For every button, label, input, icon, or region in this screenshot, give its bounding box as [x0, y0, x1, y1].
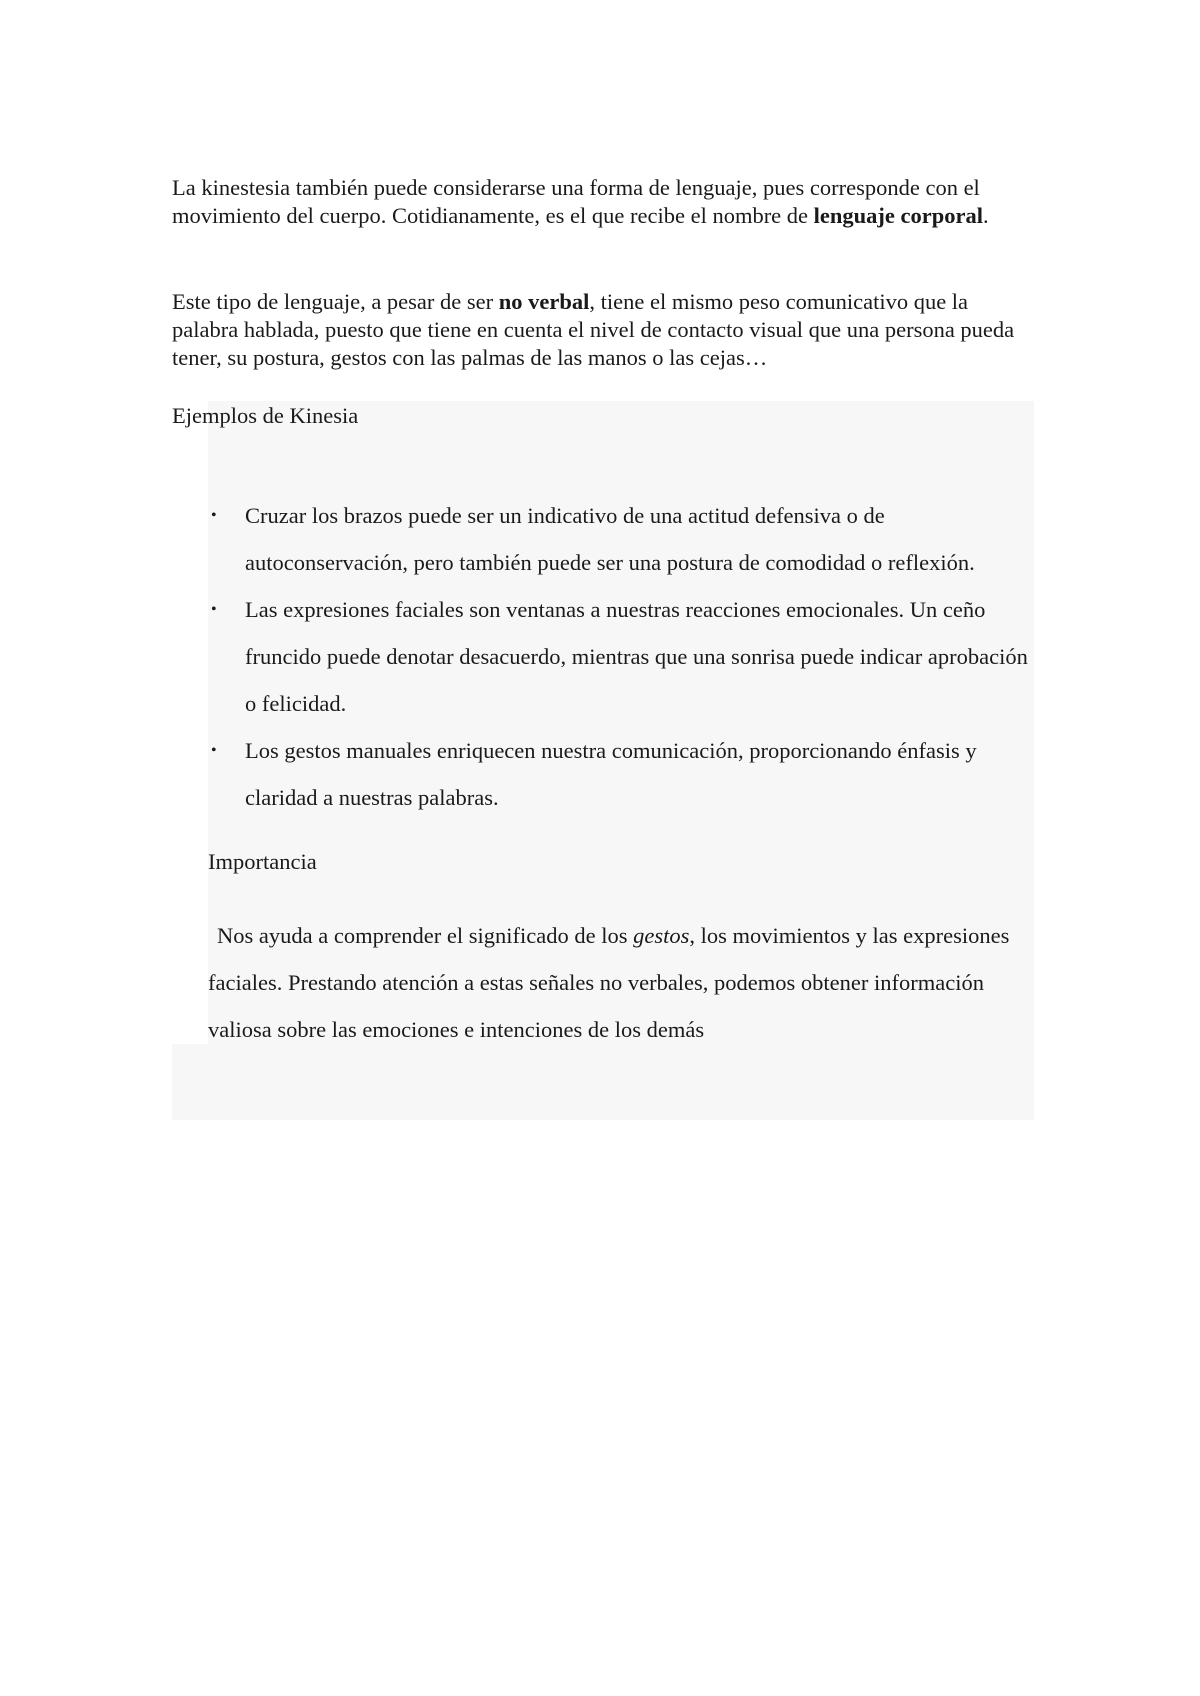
importancia-text-end: , los movimientos y las expresiones faciales. Prestando atención a estas señales no verbales, podemos obtener información valiosa sobre las emociones e intenciones de los demás: [208, 923, 1010, 1042]
list-item: [208, 727, 1038, 821]
importancia-text: Nos ayuda a comprender el significado de los: [217, 923, 634, 948]
list-item: [208, 492, 1038, 586]
intro-paragraph-2: [172, 288, 1036, 372]
importancia-italic: gestos: [633, 923, 690, 948]
bullet-icon: •: [211, 601, 217, 618]
intro-p1-end: .: [983, 203, 989, 228]
ejemplos-heading: Ejemplos de Kinesia: [172, 403, 359, 428]
list-item-text: Los gestos manuales enriquecen nuestra comunicación, proporcionando énfasis y claridad a nuestras palabras.: [245, 738, 977, 810]
bullet-icon: •: [211, 507, 217, 524]
intro-paragraph-1: [172, 174, 1036, 230]
bullet-icon: •: [211, 742, 217, 759]
importancia-heading: Importancia: [208, 849, 317, 874]
shaded-block-bottom: [172, 1044, 1034, 1120]
list-item-text: Las expresiones faciales son ventanas a nuestras reacciones emocionales. Un ceño fruncido puede denotar desacuerdo, mientras que una sonrisa puede indicar aprobación o felicidad.: [245, 597, 1028, 716]
intro-p1-bold: lenguaje corporal: [813, 203, 984, 228]
list-item: [208, 586, 1038, 727]
list-item-text: Cruzar los brazos puede ser un indicativo de una actitud defensiva o de autoconservación, pero también puede ser una postura de comodidad o reflexión.: [245, 503, 975, 575]
intro-p2-end: , tiene el mismo peso comunicativo que la palabra hablada, puesto que tiene en cuenta el nivel de contacto visual que una persona pueda tener, su postura, gestos con las palmas de las manos o las cejas…: [172, 289, 1015, 370]
intro-p2-bold: no verbal: [498, 289, 590, 314]
importancia-paragraph: [208, 912, 1034, 1053]
intro-p2-text: Este tipo de lenguaje, a pesar de ser: [172, 289, 499, 314]
intro-p1-text: La kinestesia también puede considerarse una forma de lenguaje, pues corresponde con el movimiento del cuerpo. Cotidianamente, es el que recibe el nombre de: [172, 175, 980, 228]
ejemplos-list: [208, 492, 1038, 821]
